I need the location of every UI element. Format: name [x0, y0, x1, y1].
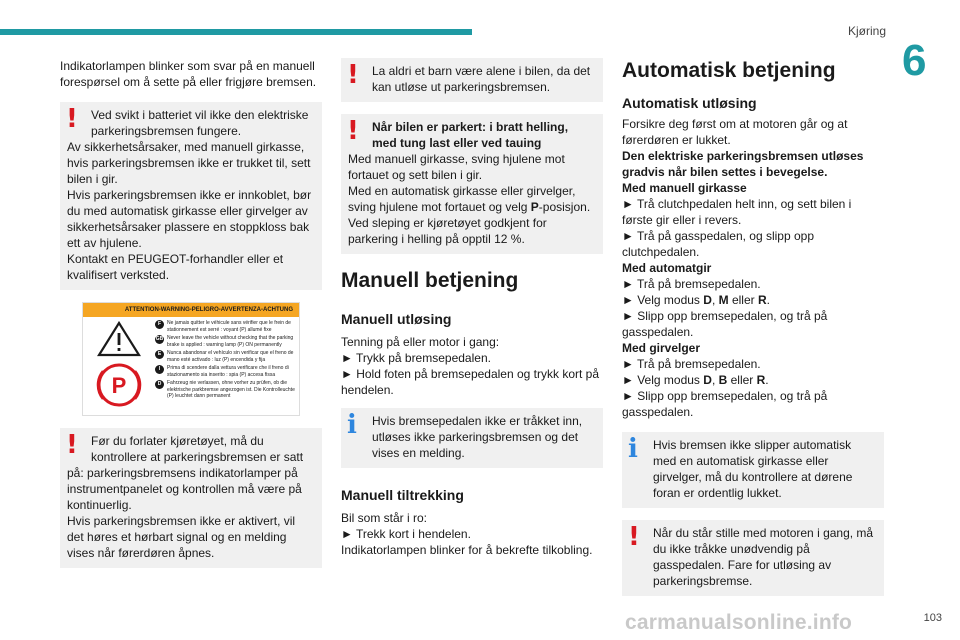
heading-manual: Manuell betjening: [341, 269, 519, 292]
warning-line: Med en automatisk girkasse eller girvelger, sving hjulene mot fortauet og velg P-posisjon.: [348, 184, 591, 214]
warning-line: Hvis parkeringsbremsen ikke er aktivert, vil det høres et hørbart signal og en melding vises når førerdøren åpnes.: [67, 514, 296, 560]
warning-line: Hvis parkeringsbremsen ikke er innkoblet, bør du med automatisk girkasse eller girvelger av sikkerhetsårsaker plassere en stoppkloss bak ett av hjulene.: [67, 188, 312, 250]
warning-icon: !: [66, 104, 78, 134]
step-item: ► Velg modus D, M eller R.: [622, 293, 770, 307]
warning-box-accelerator: [622, 520, 884, 596]
body-text: Bil som står i ro:: [341, 511, 428, 525]
heading-automatic: Automatisk betjening: [622, 59, 836, 82]
step-item: ► Trå på bremsepedalen.: [622, 357, 761, 371]
label-row: I Prima di scendere dalla vettura verificare che il freno di stazionamento sia inserito : spia (P) accesa fissa: [155, 365, 295, 378]
warning-line: Av sikkerhetsårsaker, med manuell girkasse, hvis parkeringsbremsen ikke er trukket til, sett bilen i gir.: [67, 140, 311, 186]
info-lead: Hvis bremsepedalen ikke er tråkket inn, utløses ikke parkeringsbremsen og det vises en melding.: [372, 414, 583, 460]
label-row: GB Never leave the vehicle without checking that the parking brake is applied : warning lamp (P) ON permanently: [155, 335, 294, 348]
svg-text:P: P: [111, 373, 127, 398]
label-icons: [89, 321, 149, 413]
warning-icon: !: [347, 60, 359, 90]
triangle-dot: [118, 348, 121, 351]
warning-lead: Når bilen er parkert: i bratt helling, med tung last eller ved tauing: [372, 120, 569, 150]
subsection-title: Med manuell girkasse: [622, 181, 747, 195]
intro-text: Indikatorlampen blinker som svar på en manuell forespørsel om å sette på eller frigjøre bremsen.: [60, 59, 317, 89]
watermark: carmanualsonline.info: [625, 611, 853, 634]
warning-lead: Når du står stille med motoren i gang, må du ikke tråkke unødvendig på gasspedalen. Fare for utløsing av parkeringsbremse.: [653, 526, 874, 588]
column-1: [60, 58, 322, 568]
warning-lead: Ved svikt i batteriet vil ikke den elektriske parkeringsbremsen fungere.: [91, 108, 309, 138]
body-text: Forsikre deg først om at motoren går og at førerdøren er lukket.: [622, 117, 848, 147]
warning-line: på: parkeringsbremsens indikatorlamper på instrumentpanelet og kontrollen må være på kontinuerlig.: [67, 466, 302, 512]
triangle-mark: [118, 333, 121, 345]
body-text: Tenning på eller motor i gang:: [341, 335, 500, 349]
warning-label-image: [60, 302, 322, 416]
warning-line: Ved sleping er kjøretøyet godkjent for parkering i helling på opptil 12 %.: [348, 216, 547, 246]
subsection-title: Med girvelger: [622, 341, 701, 355]
step-item: ► Slipp opp bremsepedalen, og trå på gasspedalen.: [622, 309, 828, 339]
step-item: ► Trå clutchpedalen helt inn, og sett bilen i første gir eller i revers.: [622, 197, 852, 227]
step-item: ► Trekk kort i hendelen.: [341, 527, 471, 541]
info-box-doors: [622, 432, 884, 508]
step-item: ► Hold foten på bremsepedalen og trykk kort på hendelen.: [341, 367, 600, 397]
step-item: ► Slipp opp bremsepedalen, og trå på gasspedalen.: [622, 389, 828, 419]
warning-icon: !: [66, 430, 78, 460]
warning-icon: !: [628, 522, 640, 552]
step-item: ► Trykk på bremsepedalen.: [341, 351, 491, 365]
label-row: F Ne jamais quitter le véhicule sans vérifier que le frein de stationnement est serré : voyant (P) allumé fixe: [155, 320, 295, 333]
warning-line: Kontakt en PEUGEOT-forhandler eller et kvalifisert verksted.: [67, 252, 284, 282]
page-number: 103: [923, 612, 942, 624]
warning-box-parked: [341, 114, 603, 254]
info-lead: Hvis bremsen ikke slipper automatisk med en automatisk girkasse eller girvelger, må du kontrollere at dørene foran er ordentlig lukket.: [653, 438, 853, 500]
warning-box-battery: [60, 102, 322, 290]
warning-icon: !: [347, 116, 359, 146]
warning-box-child: [341, 58, 603, 102]
warning-lead: Før du forlater kjøretøyet, må du kontrollere at parkeringsbremsen er satt: [91, 434, 304, 464]
subsection-title: Med automatgir: [622, 261, 712, 275]
subheading-automatic-release: Automatisk utløsing: [622, 95, 757, 111]
column-2: [341, 58, 603, 558]
header-accent-bar: [0, 29, 472, 35]
warning-lead: La aldri et barn være alene i bilen, da det kan utløse ut parkeringsbremsen.: [372, 64, 591, 94]
info-box-pedal: [341, 408, 603, 468]
label-row: D Fahrzeug nie verlassen, ohne vorher zu prüfen, ob die elektrische parkbremse angezogen ist. Die Kontrolleuchte (P) leuchtet dann permanent: [155, 380, 295, 400]
info-icon: i: [347, 410, 357, 440]
label-row: E Nunca abandonar el vehículo sin verificar que el freno de mano esté activado : luz (P) encendida y fija: [155, 350, 295, 363]
warning-box-leave-vehicle: [60, 428, 322, 568]
subheading-manual-apply: Manuell tiltrekking: [341, 487, 464, 503]
section-name: Kjøring: [847, 24, 886, 38]
step-item: ► Trå på gasspedalen, og slipp opp clutchpedalen.: [622, 229, 815, 259]
body-text: Indikatorlampen blinker for å bekrefte tilkobling.: [341, 543, 593, 557]
label-text-rows: [155, 320, 295, 402]
body-text-bold: Den elektriske parkeringsbremsen utløses gradvis når bilen settes i bevegelse.: [622, 149, 864, 179]
step-item: ► Velg modus D, B eller R.: [622, 373, 769, 387]
subheading-manual-release: Manuell utløsing: [341, 311, 452, 327]
label-header: ATTENTION-WARNING-PELIGRO-AVVERTENZA-ACHTUNG: [83, 303, 299, 317]
step-item: ► Trå på bremsepedalen.: [622, 277, 761, 291]
column-3: [622, 58, 884, 596]
chapter-number: 6: [902, 36, 927, 85]
info-icon: i: [628, 434, 638, 464]
parking-brake-warning-label: [82, 302, 300, 416]
warning-line: Med manuell girkasse, sving hjulene mot fortauet og sett bilen i gir.: [348, 152, 565, 182]
